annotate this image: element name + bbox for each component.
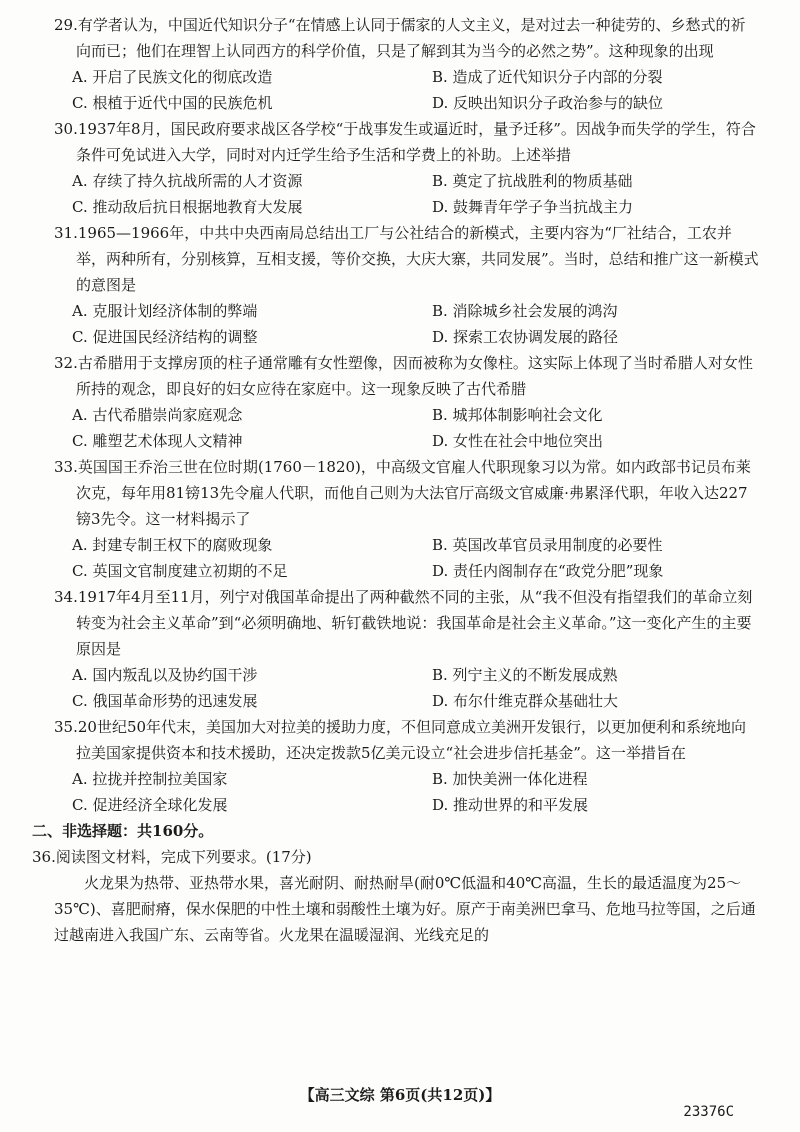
option-c: C. 促进经济全球化发展 [72,796,228,814]
question-stem: 33.英国国王乔治三世在位时期(1760－1820)，中高级文官雇人代职现象习以为常。如内政部书记员布莱次克，每年用81镑13先令雇人代职，而他自己则为大法官厅高级文官威廉·弗累泽代职，年收入达227镑3先令。这一材料揭示了 [54,458,751,528]
option-b: B. 列宁主义的不断发展成熟 [432,666,618,684]
option-d: D. 鼓舞青年学子争当抗战主力 [432,198,634,216]
question-36-material: 火龙果为热带、亚热带水果，喜光耐阴、耐热耐旱(耐0℃低温和40℃高温，生长的最适温度为25～35℃)、喜肥耐瘠，保水保肥的中性土壤和弱酸性土壤为好。原产于南美洲巴拿马、危地马拉等国，之后通过越南进入我国广东、云南等省。火龙果在温暖湿润、光线充足的 [54,874,756,944]
question-block [54,116,760,220]
option-d: D. 探索工农协调发展的路径 [432,328,619,346]
option-grid [54,64,760,116]
question-block [54,714,760,818]
page-footer: 【高三文综 第6页(共12页)】 [299,1086,501,1104]
option-c: C. 根植于近代中国的民族危机 [72,94,273,112]
question-stem: 34.1917年4月至11月，列宁对俄国革命提出了两种截然不同的主张，从“我不但没有指望我们的革命立刻转变为社会主义革命”到“必须明确地、斩钉截铁地说：我国革命是社会主义革命。”这一变化产生的主要原因是 [54,588,753,658]
question-block [54,220,760,350]
question-stem: 29.有学者认为，中国近代知识分子“在情感上认同于儒家的人文主义，是对过去一种徒劳的、乡愁式的祈向而已；他们在理智上认同西方的科学价值，只是了解到其为当今的必然之势”。这种现象的出现 [54,16,746,60]
question-36-title: 36.阅读图文材料，完成下列要求。(17分) [32,848,312,866]
option-c: C. 英国文官制度建立初期的不足 [72,562,288,580]
option-b: B. 加快美洲一体化进程 [432,770,588,788]
option-c: C. 雕塑艺术体现人文精神 [72,432,243,450]
question-block [54,454,760,584]
question-stem: 31.1965—1966年，中共中央西南局总结出工厂与公社结合的新模式，主要内容为“厂社结合，工农并举，两种所有，分别核算，互相支援，等价交换，大庆大寨，共同发展”。当时，总结和推广这一新模式的意图是 [54,224,759,294]
option-a: A. 古代希腊崇尚家庭观念 [72,406,243,424]
option-a: A. 封建专制王权下的腐败现象 [72,536,273,554]
paper-code: 23376C [683,1104,734,1120]
option-grid [54,298,760,350]
option-d: D. 女性在社会中地位突出 [432,432,604,450]
option-b: B. 奠定了抗战胜利的物质基础 [432,172,633,190]
option-a: A. 国内叛乱以及协约国干涉 [72,666,258,684]
question-stem: 32.古希腊用于支撑房顶的柱子通常雕有女性塑像，因而被称为女像柱。这实际上体现了当时希腊人对女性所持的观念，即良好的妇女应待在家庭中。这一现象反映了古代希腊 [54,354,753,398]
option-b: B. 消除城乡社会发展的鸿沟 [432,302,618,320]
option-d: D. 反映出知识分子政治参与的缺位 [432,94,664,112]
option-c: C. 推动敌后抗日根据地教育大发展 [72,198,303,216]
option-grid [54,402,760,454]
section-heading: 二、非选择题：共160分。 [32,822,214,840]
option-grid [54,766,760,818]
option-grid [54,168,760,220]
option-d: D. 责任内阁制存在“政党分肥”现象 [432,562,664,580]
question-block [54,584,760,714]
option-grid [54,532,760,584]
option-b: B. 造成了近代知识分子内部的分裂 [432,68,663,86]
option-b: B. 城邦体制影响社会文化 [432,406,603,424]
option-a: A. 开启了民族文化的彻底改造 [72,68,273,86]
question-stem: 35.20世纪50年代末，美国加大对拉美的援助力度，不但同意成立美洲开发银行，以更加便利和系统地向拉美国家提供资本和技术援助，还决定拨款5亿美元设立“社会进步信托基金”。这一举措旨在 [54,718,747,762]
question-stem: 30.1937年8月，国民政府要求战区各学校“于战事发生或逼近时，量予迁移”。因战争而失学的学生，符合条件可免试进入大学，同时对内迁学生给予生活和学费上的补助。上述举措 [54,120,756,164]
option-d: D. 布尔什维克群众基础壮大 [432,692,619,710]
option-a: A. 存续了持久抗战所需的人才资源 [72,172,303,190]
option-a: A. 克服计划经济体制的弊端 [72,302,258,320]
question-block [54,350,760,454]
option-c: C. 促进国民经济结构的调整 [72,328,258,346]
option-d: D. 推动世界的和平发展 [432,796,589,814]
option-grid [54,662,760,714]
option-c: C. 俄国革命形势的迅速发展 [72,692,258,710]
question-block [54,12,760,116]
option-b: B. 英国改革官员录用制度的必要性 [432,536,663,554]
option-a: A. 拉拢并控制拉美国家 [72,770,228,788]
question-list [54,12,760,818]
